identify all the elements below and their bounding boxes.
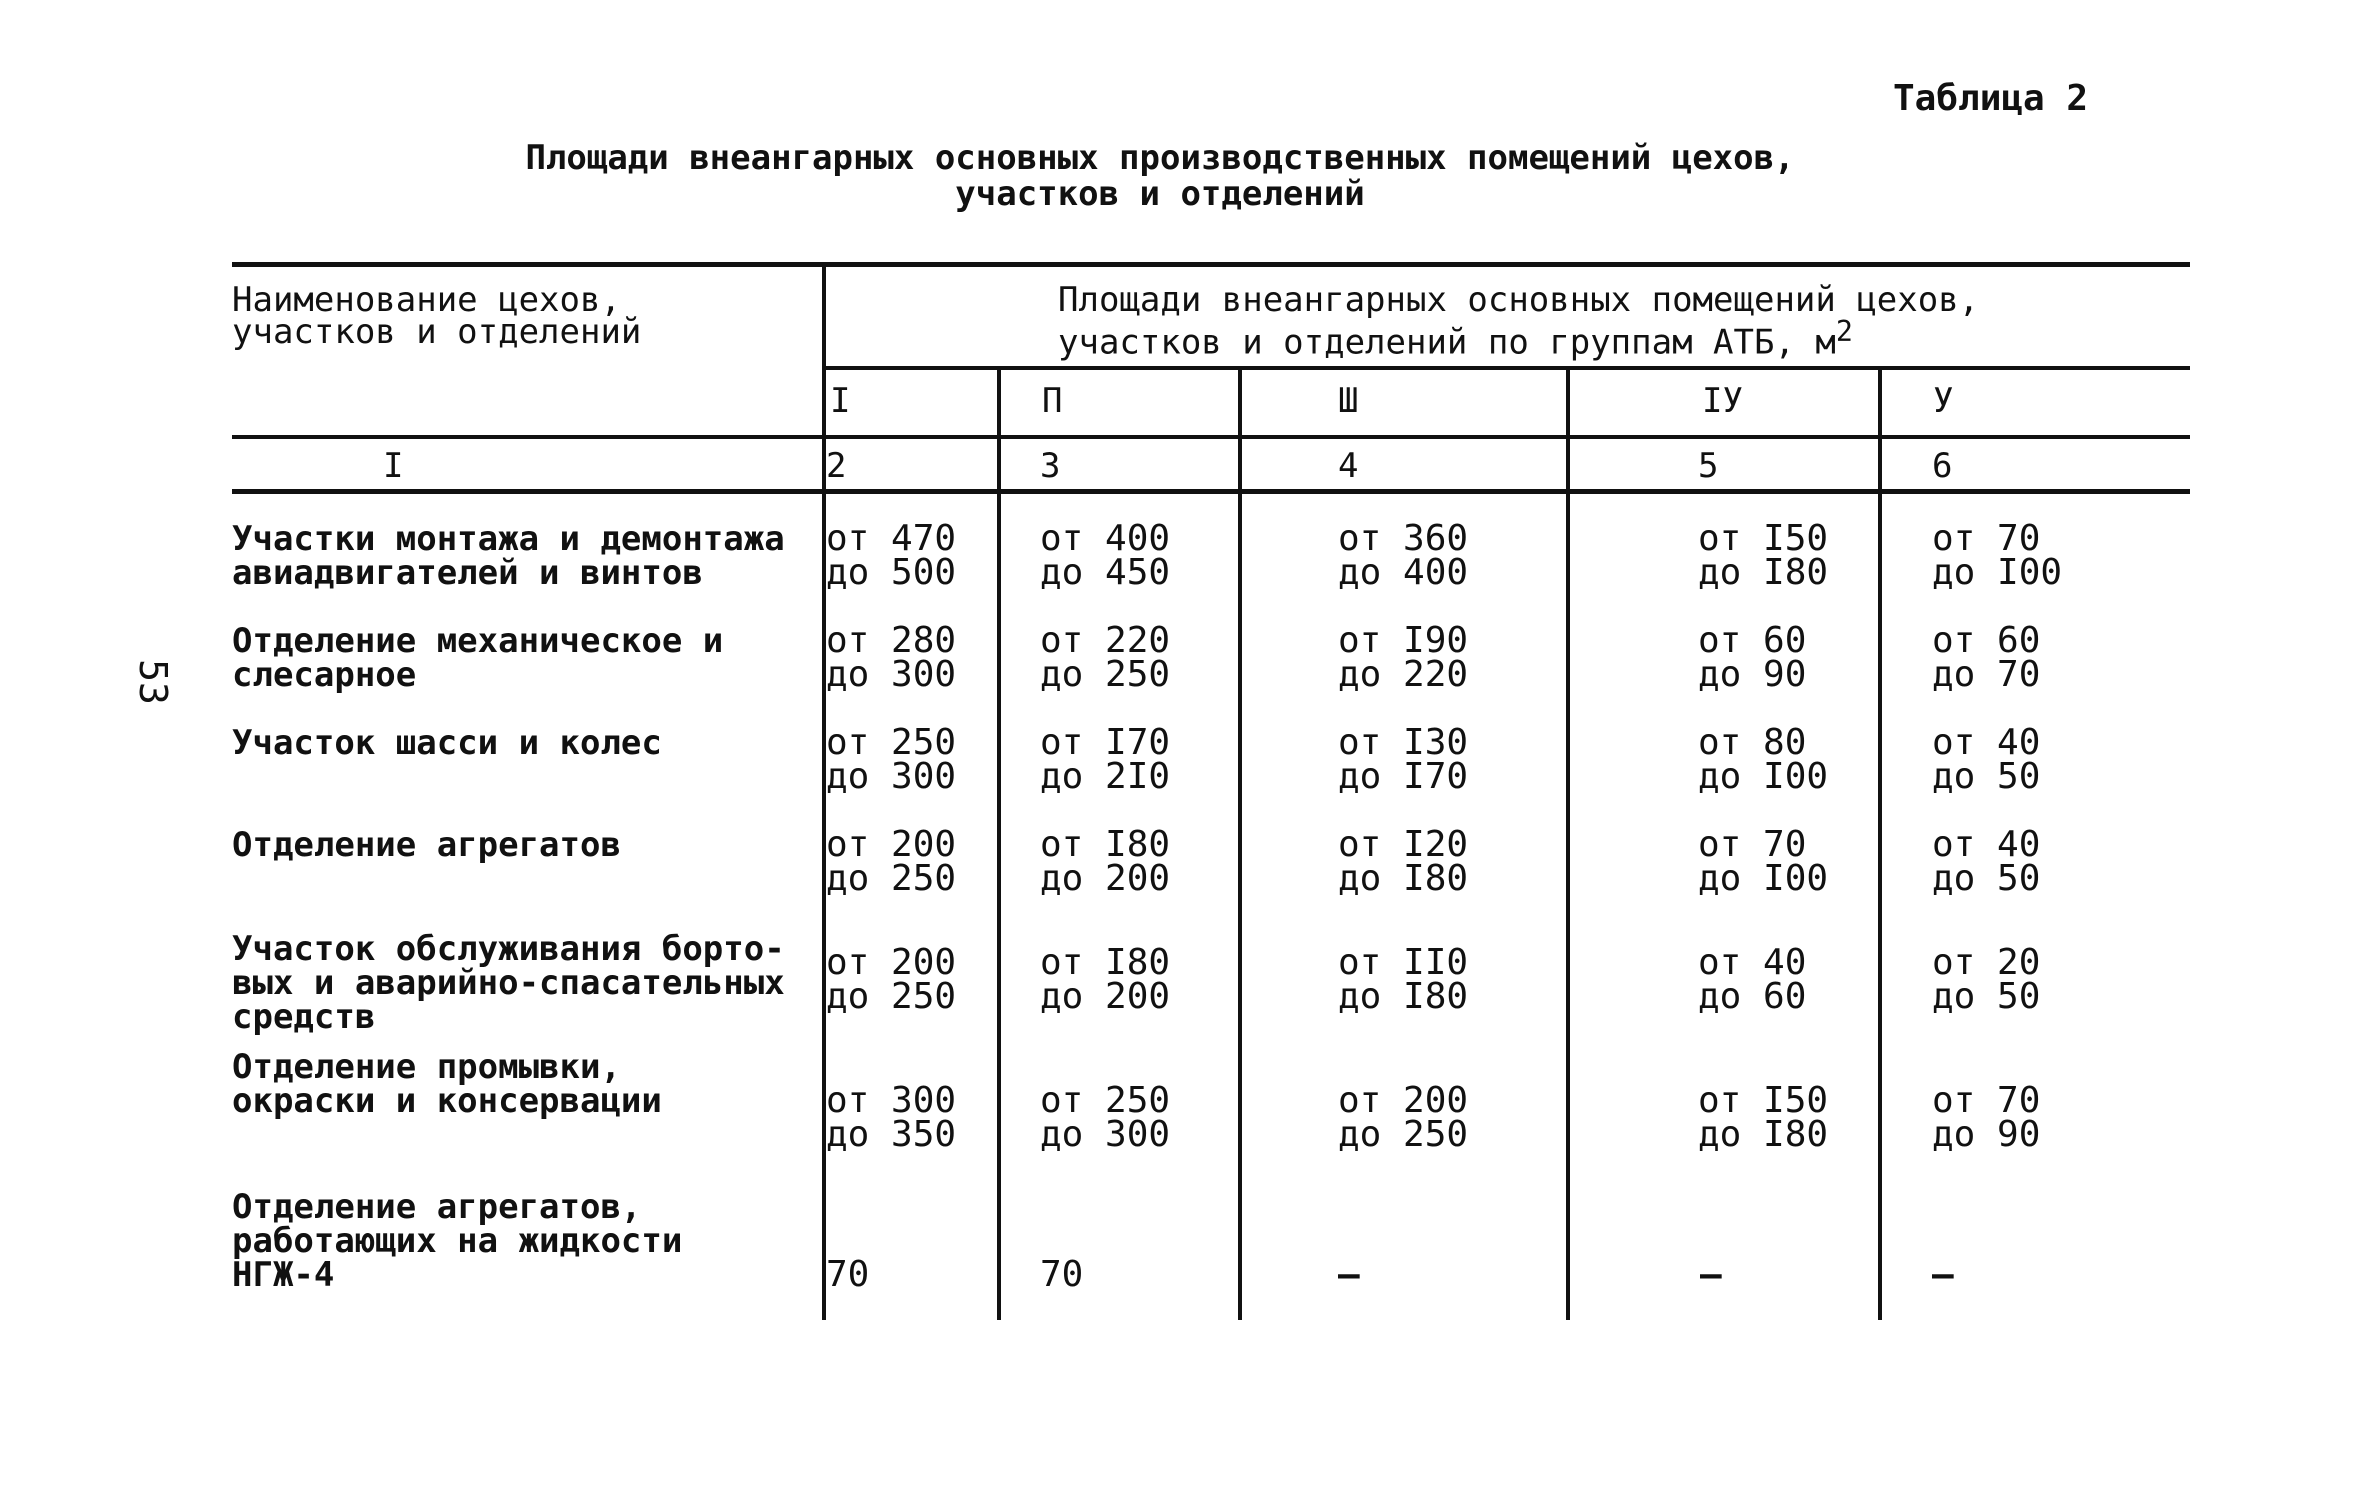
row-2-name-line2: слесарное [232, 655, 417, 695]
group-header-2: П [1042, 381, 1063, 421]
row-1-col-2-line1: от 470 [826, 518, 957, 559]
row-4-col-3-line2: до 200 [1040, 858, 1171, 899]
row-1-col-5-line1: от I50 [1698, 518, 1829, 559]
group-header-rule [822, 366, 2190, 370]
row-5-col-3-line1: от I80 [1040, 942, 1171, 983]
column-number-4: 4 [1338, 446, 1359, 486]
row-6-col-2-line1: от 300 [826, 1080, 957, 1121]
row-2-col-6-line2: до 70 [1932, 654, 2041, 695]
group-header-3: Ш [1338, 381, 1359, 421]
row-1-name-line2: авиадвигателей и винтов [232, 553, 703, 593]
row-7-col-5-line1: – [1700, 1254, 1722, 1295]
area-unit: м [1794, 322, 1836, 363]
table-top-rule [232, 262, 2190, 267]
row-6-col-6-line2: до 90 [1932, 1114, 2041, 1155]
row-4-col-5-line2: до I00 [1698, 858, 1829, 899]
row-6-col-3-line1: от 250 [1040, 1080, 1171, 1121]
row-4-name-line1: Отделение агрегатов [232, 825, 621, 865]
row-2-col-4-line1: от I90 [1338, 620, 1469, 661]
name-column-header-line1: Наименование цехов, [232, 280, 621, 320]
row-5-col-6-line2: до 50 [1932, 976, 2041, 1017]
row-6-col-2-line2: до 350 [826, 1114, 957, 1155]
row-5-name-line3: средств [232, 997, 376, 1037]
group-header-1: I [830, 381, 851, 421]
row-7-name-line3: НГЖ-4 [232, 1255, 335, 1295]
row-3-col-4-line2: до I70 [1338, 756, 1469, 797]
row-3-col-2-line1: от 250 [826, 722, 957, 763]
column-divider-group-1 [997, 368, 1001, 1320]
row-4-col-2-line2: до 250 [826, 858, 957, 899]
column-number-3: 3 [1040, 446, 1061, 486]
row-2-col-3-line2: до 250 [1040, 654, 1171, 695]
group-header-4: IУ [1702, 381, 1743, 421]
row-1-col-2-line2: до 500 [826, 552, 957, 593]
row-6-col-4-line2: до 250 [1338, 1114, 1469, 1155]
row-2-name-line1: Отделение механическое и [232, 621, 724, 661]
row-3-col-2-line2: до 300 [826, 756, 957, 797]
row-5-col-5-line1: от 40 [1698, 942, 1807, 983]
row-4-col-6-line2: до 50 [1932, 858, 2041, 899]
row-1-col-4-line1: от 360 [1338, 518, 1469, 559]
row-2-col-4-line2: до 220 [1338, 654, 1469, 695]
row-4-col-2-line1: от 200 [826, 824, 957, 865]
row-5-col-4-line2: до I80 [1338, 976, 1469, 1017]
row-5-col-5-line2: до 60 [1698, 976, 1807, 1017]
row-3-name-line1: Участок шасси и колес [232, 723, 662, 763]
name-column-header-line2: участков и отделений [232, 312, 642, 352]
column-number-6: 6 [1932, 446, 1953, 486]
row-6-col-3-line2: до 300 [1040, 1114, 1171, 1155]
row-7-col-6-line1: – [1932, 1254, 1954, 1295]
row-2-col-5-line1: от 60 [1698, 620, 1807, 661]
group-header-5: У [1933, 381, 1954, 421]
column-divider-group-3 [1566, 368, 1570, 1320]
row-4-col-4-line1: от I20 [1338, 824, 1469, 865]
row-3-col-3-line1: от I70 [1040, 722, 1171, 763]
row-6-name-line2: окраски и консервации [232, 1081, 662, 1121]
row-2-col-6-line1: от 60 [1932, 620, 2041, 661]
row-5-col-6-line1: от 20 [1932, 942, 2041, 983]
row-1-col-3-line2: до 450 [1040, 552, 1171, 593]
row-4-col-3-line1: от I80 [1040, 824, 1171, 865]
row-3-col-6-line2: до 50 [1932, 756, 2041, 797]
row-1-col-6-line1: от 70 [1932, 518, 2041, 559]
row-2-col-5-line2: до 90 [1698, 654, 1807, 695]
table-title [300, 140, 2020, 212]
area-column-header-line2: участков и отделений по группам АТБ, $м^2$ [1058, 315, 1853, 363]
column-divider-group-4 [1878, 368, 1882, 1320]
row-5-name-line2: вых и аварийно-спасательных [232, 963, 785, 1003]
column-number-bottom-rule [232, 489, 2190, 494]
row-2-col-3-line1: от 220 [1040, 620, 1171, 661]
row-7-col-3-line1: 70 [1040, 1254, 1084, 1295]
row-6-col-6-line1: от 70 [1932, 1080, 2041, 1121]
row-6-col-4-line1: от 200 [1338, 1080, 1469, 1121]
row-5-name-line1: Участок обслуживания борто- [232, 929, 785, 969]
row-6-col-5-line2: до I80 [1698, 1114, 1829, 1155]
row-3-col-4-line1: от I30 [1338, 722, 1469, 763]
row-3-col-5-line1: от 80 [1698, 722, 1807, 763]
area-column-header-line1: Площади внеангарных основных помещений цехов, [1058, 280, 1980, 320]
row-4-col-6-line1: от 40 [1932, 824, 2041, 865]
column-number-2: 2 [826, 446, 847, 486]
row-7-name-line1: Отделение агрегатов, [232, 1187, 642, 1227]
row-2-col-2-line2: до 300 [826, 654, 957, 695]
row-6-col-5-line1: от I50 [1698, 1080, 1829, 1121]
row-3-col-6-line1: от 40 [1932, 722, 2041, 763]
row-5-col-2-line2: до 250 [826, 976, 957, 1017]
row-4-col-4-line2: до I80 [1338, 858, 1469, 899]
row-6-name-line1: Отделение промывки, [232, 1047, 621, 1087]
column-divider-group-2 [1238, 368, 1242, 1320]
row-1-col-4-line2: до 400 [1338, 552, 1469, 593]
row-1-col-3-line1: от 400 [1040, 518, 1171, 559]
row-1-col-5-line2: до I80 [1698, 552, 1829, 593]
row-3-col-3-line2: до 2I0 [1040, 756, 1171, 797]
page-number: 53 [130, 659, 175, 705]
row-4-col-5-line1: от 70 [1698, 824, 1807, 865]
table-title-line1: Площади внеангарных основных производственных помещений цехов, [525, 138, 1795, 178]
row-7-col-2-line1: 70 [826, 1254, 870, 1295]
row-5-col-2-line1: от 200 [826, 942, 957, 983]
area-unit-superscript: 2 [1835, 315, 1853, 348]
row-1-col-6-line2: до I00 [1932, 552, 2063, 593]
row-7-col-4-line1: – [1338, 1254, 1360, 1295]
row-3-col-5-line2: до I00 [1698, 756, 1829, 797]
row-1-name-line1: Участки монтажа и демонтажа [232, 519, 785, 559]
row-7-name-line2: работающих на жидкости [232, 1221, 683, 1261]
table-title-line2: участков и отделений [955, 174, 1365, 214]
row-5-col-4-line1: от II0 [1338, 942, 1469, 983]
row-2-col-2-line1: от 280 [826, 620, 957, 661]
column-number-top-rule [232, 435, 2190, 439]
table-label: Таблица 2 [1893, 78, 2089, 119]
column-number-5: 5 [1698, 446, 1719, 486]
row-5-col-3-line2: до 200 [1040, 976, 1171, 1017]
column-number-1: I [383, 446, 404, 486]
